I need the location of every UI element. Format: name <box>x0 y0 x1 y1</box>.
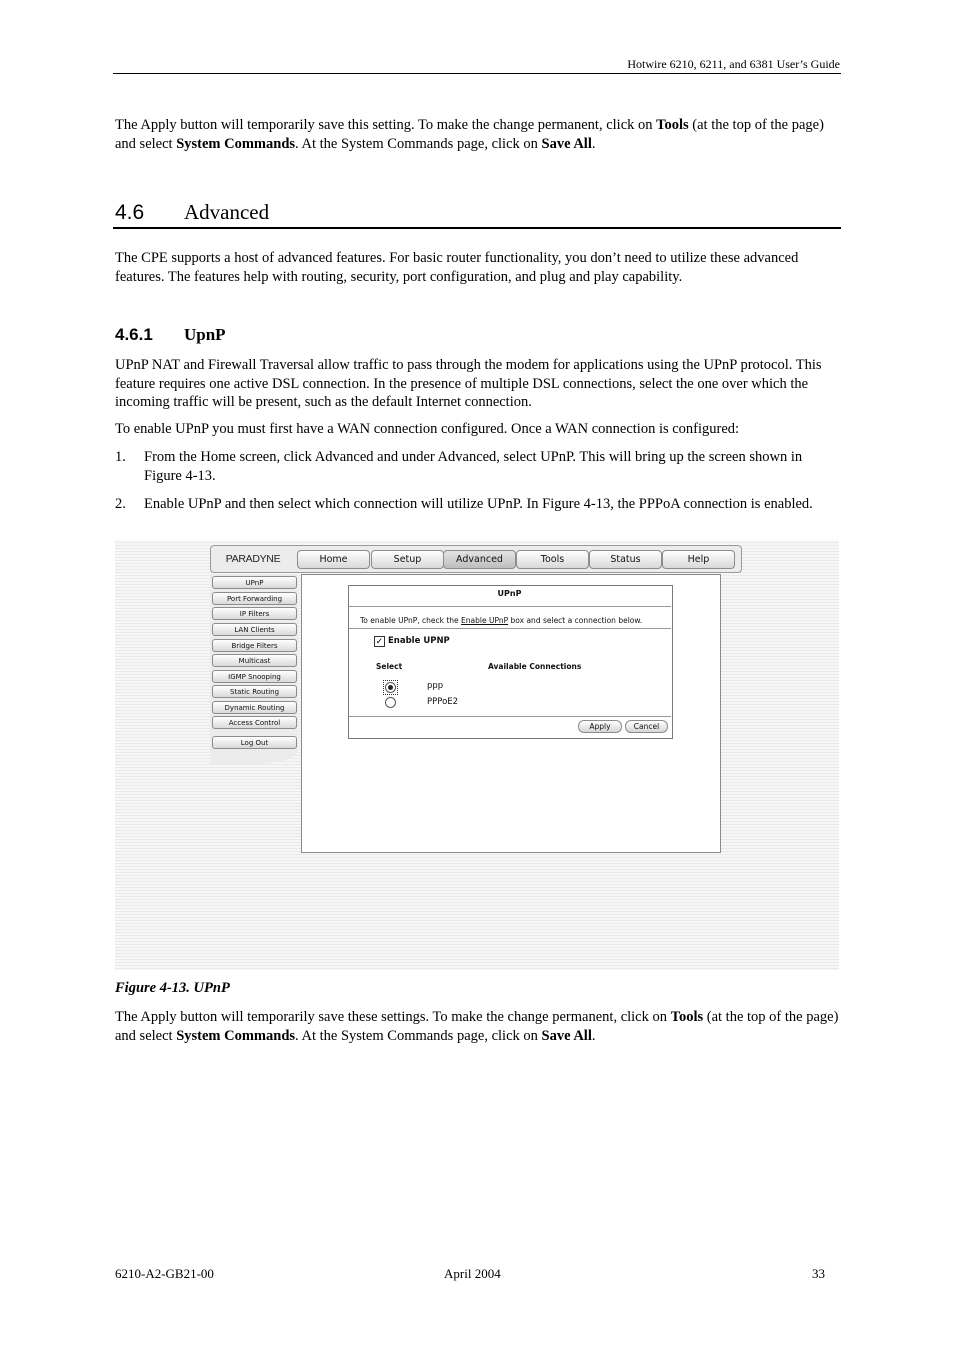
step-2-number: 2. <box>115 496 126 512</box>
radio-pppoe2[interactable] <box>385 697 396 708</box>
select-header: Select <box>376 662 403 671</box>
section-heading <box>115 200 269 225</box>
section-number: 4.6 <box>115 201 145 224</box>
subsection-number: 4.6.1 <box>115 325 153 344</box>
enable-upnp-link[interactable]: Enable UPnP <box>461 616 509 625</box>
tab-advanced[interactable]: Advanced <box>443 550 516 569</box>
section-rule <box>113 227 841 229</box>
tab-help[interactable]: Help <box>662 550 735 569</box>
apply-button[interactable]: Apply <box>578 720 622 733</box>
step-1-number: 1. <box>115 449 126 465</box>
footer-page-number: 33 <box>812 1266 825 1281</box>
section-body: The CPE supports a host of advanced features. For basic router functionality, you don’t need to utilize these advanced features. The features help with routing, security, port configuration, and plug and play capability. <box>115 250 799 285</box>
sidebar-item-log-out[interactable]: Log Out <box>212 736 297 749</box>
step-2-text: Enable UPnP and then select which connection will utilize UPnP. In Figure 4-13, the PPPoA connection is enabled. <box>144 496 813 512</box>
sidebar-item-igmp-snooping[interactable]: IGMP Snooping <box>212 670 297 683</box>
sidebar-item-port-forwarding[interactable]: Port Forwarding <box>212 592 297 605</box>
section-title: Advanced <box>184 200 270 224</box>
subsection-title: UpnP <box>184 325 226 344</box>
sidebar-item-dynamic-routing[interactable]: Dynamic Routing <box>212 701 297 714</box>
intro-paragraph: The Apply button will temporarily save this setting. To make the change permanent, click on Tools (at the top of the page) and select System Commands. At the System Commands page, click on Save All. <box>115 117 824 152</box>
header-rule <box>113 73 841 74</box>
sidebar-item-access-control[interactable]: Access Control <box>212 716 297 729</box>
paradyne-logo: PARADYNE <box>225 553 281 565</box>
panel-divider <box>349 606 671 607</box>
outro-paragraph: The Apply button will temporarily save these settings. To make the change permanent, click on Tools (at the top of the page) and select System Commands. At the System Commands page, click on Save All. <box>115 1009 839 1044</box>
subsection-heading <box>115 325 226 345</box>
tab-setup[interactable]: Setup <box>371 550 444 569</box>
connections-header: Available Connections <box>488 662 582 671</box>
sidebar-item-ip-filters[interactable]: IP Filters <box>212 607 297 620</box>
footer-doc-id: 6210-A2-GB21-00 <box>115 1266 214 1281</box>
panel-instruction: To enable UPnP, check the Enable UPnP box and select a connection below. <box>360 616 643 625</box>
sidebar-item-lan-clients[interactable]: LAN Clients <box>212 623 297 636</box>
figure-caption: Figure 4-13. UPnP <box>115 980 230 996</box>
running-header: Hotwire 6210, 6211, and 6381 User’s Guide <box>627 57 840 71</box>
panel-divider <box>349 716 671 717</box>
step-1-text: From the Home screen, click Advanced and under Advanced, select UPnP. This will bring up the screen shown in Figure 4-13. <box>144 449 803 484</box>
connection-ppp-label: ppp <box>427 681 444 691</box>
cancel-button[interactable]: Cancel <box>625 720 668 733</box>
panel-title: UPnP <box>497 589 522 598</box>
footer-date: April 2004 <box>444 1266 501 1281</box>
upnp-paragraph-1: UPnP NAT and Firewall Traversal allow traffic to pass through the modem for applications using the UPnP protocol. This feature requires one active DSL connection. In the presence of multiple DSL connections, select the one over which the incoming traffic will be present, such as the default Internet connection. <box>115 357 822 410</box>
connection-pppoe2-label: PPPoE2 <box>427 697 459 707</box>
enable-upnp-label: Enable UPNP <box>388 636 450 646</box>
sidebar-item-bridge-filters[interactable]: Bridge Filters <box>212 639 297 652</box>
radio-ppp[interactable] <box>385 682 396 693</box>
sidebar-item-multicast[interactable]: Multicast <box>212 654 297 667</box>
sidebar-item-static-routing[interactable]: Static Routing <box>212 685 297 698</box>
upnp-paragraph-2: To enable UPnP you must first have a WAN connection configured. Once a WAN connection is configured: <box>115 421 740 437</box>
tab-tools[interactable]: Tools <box>516 550 589 569</box>
sidebar-item-upnp[interactable]: UPnP <box>212 576 297 589</box>
panel-divider <box>349 628 671 629</box>
enable-upnp-checkbox[interactable]: ✓ <box>375 636 384 646</box>
tab-home[interactable]: Home <box>297 550 370 569</box>
tab-status[interactable]: Status <box>589 550 662 569</box>
